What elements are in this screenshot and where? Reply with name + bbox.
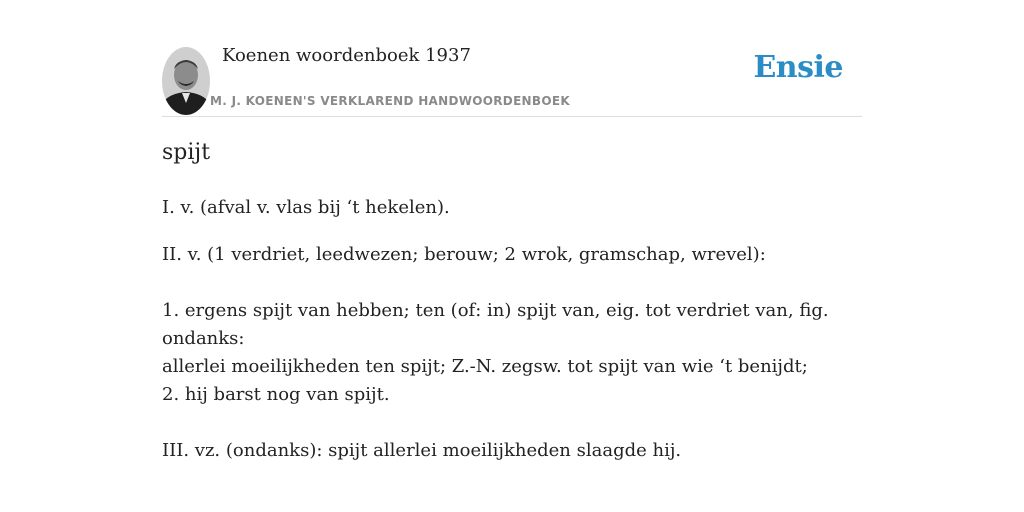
sense-1: I. v. (afval v. vlas bij ‘t hekelen). bbox=[162, 197, 450, 218]
example-1-line-2: allerlei moeilijkheden ten spijt; Z.-N. zegsw. tot spijt van wie ‘t benijdt; bbox=[162, 356, 808, 377]
ensie-logo-link[interactable]: Ensie bbox=[753, 50, 843, 85]
spacer bbox=[162, 269, 862, 297]
dictionary-header bbox=[162, 44, 862, 117]
example-1-line-1: 1. ergens spijt van hebben; ten (of: in) spijt van, eig. tot verdriet van, fig. ondanks: bbox=[162, 300, 829, 349]
spacer bbox=[162, 222, 862, 241]
example-2: 2. hij barst nog van spijt. bbox=[162, 384, 390, 405]
dictionary-subtitle: M. J. KOENEN'S VERKLAREND HANDWOORDENBOEK bbox=[210, 94, 570, 108]
sense-3: III. vz. (ondanks): spijt allerlei moeilijkheden slaagde hij. bbox=[162, 440, 682, 461]
spacer bbox=[162, 409, 862, 437]
sense-2: II. v. (1 verdriet, leedwezen; berouw; 2 wrok, gramschap, wrevel): bbox=[162, 244, 766, 265]
dictionary-title: Koenen woordenboek 1937 bbox=[222, 45, 471, 66]
entry-headword: spijt bbox=[162, 140, 211, 165]
author-portrait-icon bbox=[162, 47, 210, 115]
entry-definition bbox=[162, 194, 862, 465]
